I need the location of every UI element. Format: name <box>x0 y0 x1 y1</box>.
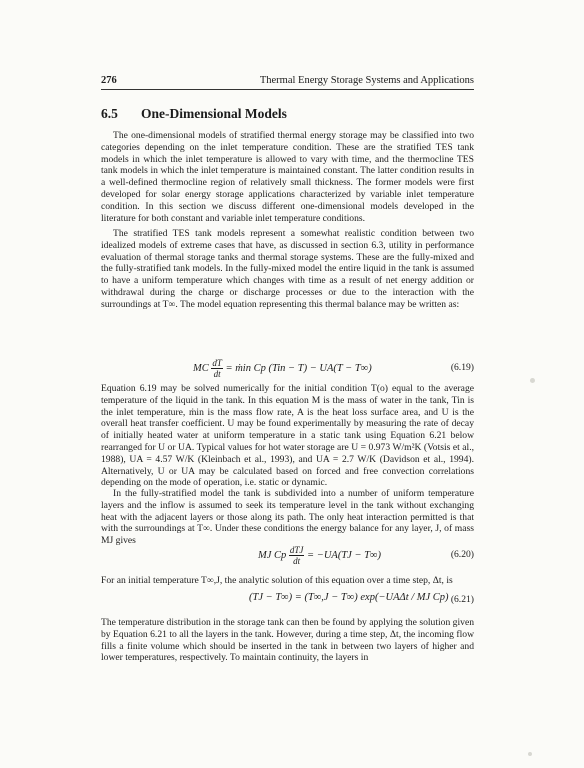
eq619-lhs: MC <box>193 362 209 374</box>
running-title: Thermal Energy Storage Systems and Applications <box>259 75 474 86</box>
page-number: 276 <box>101 75 117 86</box>
paragraph-2: The stratified TES tank models represent a somewhat realistic condition between two idealized models of extreme cases that have, as discussed in section 6.3, utility in performance evaluation of thermal storage tanks and thermal storage systems. These are the fully-mixed and the fully-stratified tank models. In the fully-mixed model the entire liquid in the tank is assumed to have a uniform temperature which changes with time as a result of net energy addition or withdrawal during the charge or discharge processes or due to the interaction with the surroundings at T∞. The model equation representing this thermal balance may be written as: <box>101 228 474 310</box>
eq620-denominator: dt <box>293 556 301 566</box>
paragraph-6: The temperature distribution in the storage tank can then be found by applying the solution given by Equation 6.21 to all the layers in the tank. However, during a time step, Δt, the incoming flow fills a finite volume which should be inserted in the tank in between two layers of higher and lower temperatures, respectively. To maintain continuity, the layers in <box>101 617 474 664</box>
eq620-label: (6.20) <box>450 549 474 560</box>
eq619-fraction <box>211 358 223 379</box>
eq619-label: (6.19) <box>450 362 474 373</box>
section-heading <box>101 106 287 122</box>
scan-speck-bottom <box>528 752 532 756</box>
eq621-label: (6.21) <box>450 594 474 605</box>
eq621-text: (TJ − T∞) = (T∞,J − T∞) exp(−UAΔt / MJ Cp) <box>249 592 449 603</box>
eq619-numerator: dT <box>212 358 222 368</box>
paragraph-5: For an initial temperature T∞,J, the analytic solution of this equation over a time step, Δt, is <box>101 575 453 586</box>
section-number: 6.5 <box>101 106 118 121</box>
paragraph-4: In the fully-stratified model the tank is subdivided into a number of uniform temperature layers and the inflow is assumed to seek its temperature level in the tank without exchanging heat with the adjacent layers or those along its path. The only heat interaction permitted is that with the surroundings at T∞. Under these conditions the energy balance for any layer, J, of mass MJ gives <box>101 488 474 547</box>
equation-6-19 <box>101 356 474 379</box>
eq620-lhs: MJ Cp <box>258 549 287 561</box>
section-title: One-Dimensional Models <box>141 106 287 121</box>
equation-6-21 <box>101 588 474 608</box>
paragraph-3: Equation 6.19 may be solved numerically for the initial condition T(o) equal to the average temperature of the liquid in the tank. In this equation M is the mass of water in the tank, Tin is the inlet temperature, ṁin is the mass flow rate, A is the heat loss surface area, and U is the overall heat transfer coefficient. U may be found experimentally by measuring the rate of decay of initially heated water at uniform temperature in a static tank using Equation 6.21 below rearranged for U or UA. Typical values for hot water storage are U = 0.973 W/m²K (Votsis et al., 1988), UA = 4.57 W/K (Kleinbach et al., 1993), and UA = 2.7 W/K (Davidson et al., 1994). Alternatively, U or UA may be calculated based on forced and free convection correlations depending on the mode of operation, i.e. static or dynamic. <box>101 383 474 489</box>
scan-speck <box>530 378 535 383</box>
eq620-fraction <box>289 545 305 566</box>
eq620-numerator: dTJ <box>289 545 304 555</box>
eq620-rhs: = −UA(TJ − T∞) <box>307 549 381 561</box>
eq619-denominator: dt <box>213 369 221 379</box>
paragraph-1: The one-dimensional models of stratified thermal energy storage may be classified into two categories depending on the inlet temperature condition. These are the stratified TES tank models in which the inlet temperature is allowed to vary with time, and the thermocline TES tank models in which the inlet temperature is maintained constant. The latter condition results in a well-defined thermocline region of relatively small thickness. The former models were first developed for solar energy storage applications characterized by variable inlet temperature condition. In this section we discuss different one-dimensional models developed in the literature for both constant and variable inlet temperature conditions. <box>101 130 474 224</box>
equation-6-20 <box>101 543 474 566</box>
running-header <box>101 73 474 90</box>
eq619-rhs: = ṁin Cp (Tin − T) − UA(T − T∞) <box>225 362 372 374</box>
